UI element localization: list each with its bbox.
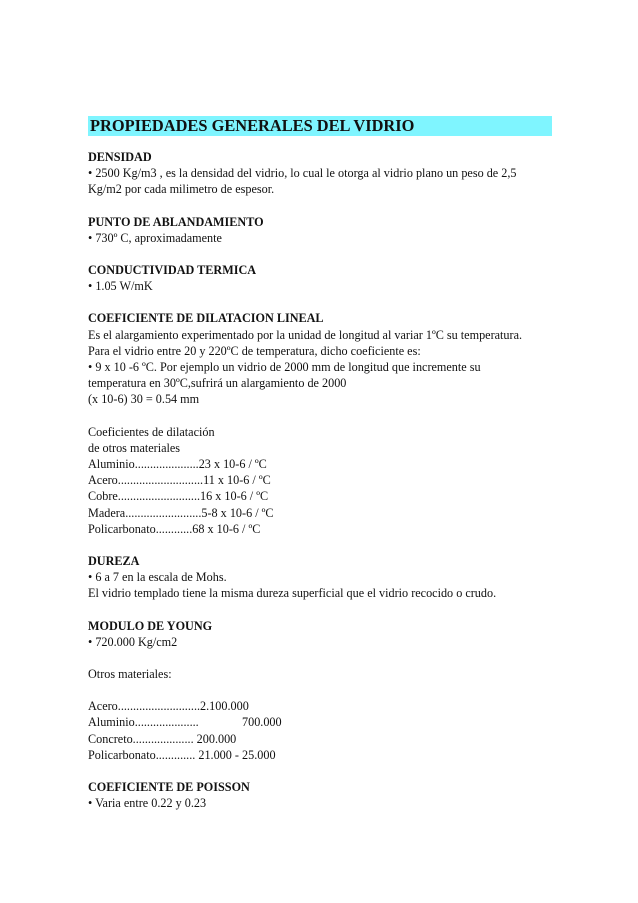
section-conductividad xyxy=(88,262,552,294)
dilatacion-line: • 9 x 10 -6 ºC. Por ejemplo un vidrio de 2000 mm de longitud que incremente su xyxy=(88,360,481,375)
material-coef-line: Policarbonato............68 x 10-6 / ºC xyxy=(88,521,261,536)
material-row xyxy=(88,714,552,730)
material-coef-line: Acero............................11 x 10-6 / ºC xyxy=(88,473,271,488)
material-row xyxy=(88,731,552,747)
dilatacion-line: Para el vidrio entre 20 y 220ºC de temperatura, dicho coeficiente es: xyxy=(88,343,421,358)
dilatacion-line: Es el alargamiento experimentado por la unidad de longitud al variar 1ºC su temperatura. xyxy=(88,327,523,342)
material-right: 700.000 xyxy=(242,715,282,730)
material-coef-line: Madera.........................5-8 x 10-6 / ºC xyxy=(88,505,274,520)
dureza-line: El vidrio templado tiene la misma dureza superficial que el vidrio recocido o crudo. xyxy=(88,586,497,601)
ablandamiento-text: • 730º C, aproximadamente xyxy=(88,230,222,245)
dureza-line: • 6 a 7 en la escala de Mohs. xyxy=(88,570,227,585)
material-left: Acero...........................2.100.000 xyxy=(88,699,249,714)
spacer xyxy=(88,682,552,698)
poisson-text: • Varia entre 0.22 y 0.23 xyxy=(88,796,207,811)
otros-materiales-label: Otros materiales: xyxy=(88,667,172,682)
otros-coeficientes-line: de otros materiales xyxy=(88,440,181,455)
densidad-heading: DENSIDAD xyxy=(88,150,152,164)
material-left: Concreto.................... 200.000 xyxy=(88,731,237,746)
dilatacion-heading: COEFICIENTE DE DILATACION LINEAL xyxy=(88,311,324,326)
section-poisson xyxy=(88,779,552,811)
conductividad-text: • 1.05 W/mK xyxy=(88,279,153,294)
section-young xyxy=(88,618,552,763)
spacer xyxy=(88,408,552,424)
document-page xyxy=(88,116,552,828)
young-heading: MODULO DE YOUNG xyxy=(88,618,213,633)
material-row xyxy=(88,698,552,714)
material-coef-line: Cobre...........................16 x 10-6 / ºC xyxy=(88,489,269,504)
material-left: Aluminio..................... xyxy=(88,715,199,730)
material-coef-line: Aluminio.....................23 x 10-6 / ºC xyxy=(88,457,267,472)
spacer xyxy=(88,650,552,666)
section-densidad xyxy=(88,149,552,198)
densidad-text: • 2500 Kg/m3 , es la densidad del vidrio, lo cual le otorga al vidrio plano un peso de 2,5 Kg/m2 por cada milimetro de espesor. xyxy=(88,166,517,197)
dilatacion-line: temperatura en 30ºC,sufrirá un alargamiento de 2000 xyxy=(88,376,347,391)
ablandamiento-heading: PUNTO DE ABLANDAMIENTO xyxy=(88,214,264,229)
poisson-heading: COEFICIENTE DE POISSON xyxy=(88,780,250,795)
otros-coeficientes-line: Coeficientes de dilatación xyxy=(88,424,215,439)
young-text: • 720.000 Kg/cm2 xyxy=(88,634,178,649)
section-dilatacion xyxy=(88,310,552,537)
section-dureza xyxy=(88,553,552,602)
page-title: PROPIEDADES GENERALES DEL VIDRIO xyxy=(88,116,552,136)
dureza-heading: DUREZA xyxy=(88,554,140,569)
dilatacion-line: (x 10-6) 30 = 0.54 mm xyxy=(88,392,200,407)
material-left: Policarbonato............. 21.000 - 25.000 xyxy=(88,747,276,762)
conductividad-heading: CONDUCTIVIDAD TERMICA xyxy=(88,263,257,278)
material-row xyxy=(88,747,552,763)
section-ablandamiento xyxy=(88,214,552,246)
